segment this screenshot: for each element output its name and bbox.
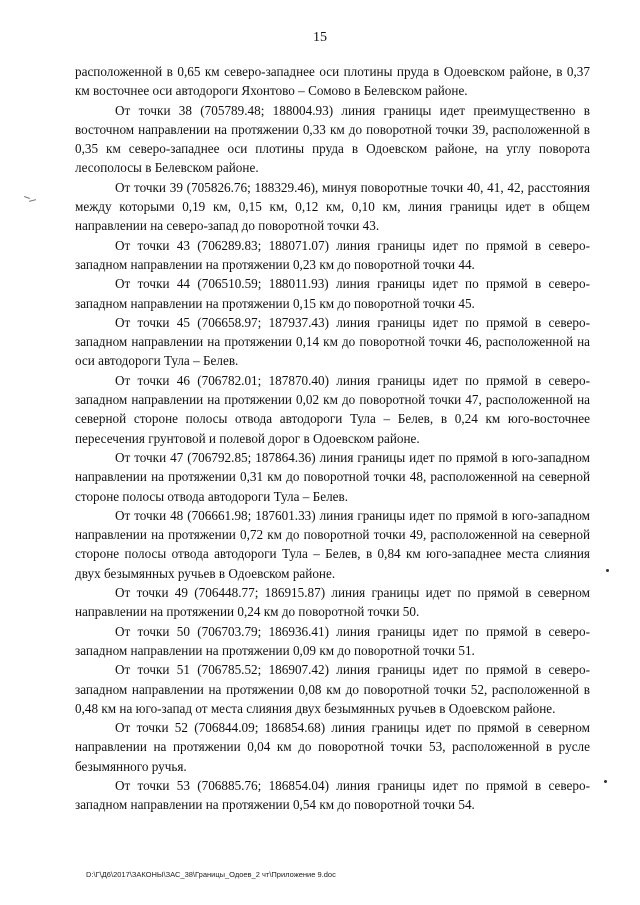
paragraph: От точки 47 (706792.85; 187864.36) линия границы идет по прямой в юго-западном направлении на протяжении 0,31 км до поворотной точки 48, расположенной на северной стороне полосы отвода автодороги Тула – Белев.	[75, 449, 590, 504]
document-body	[75, 62, 590, 815]
paragraph: От точки 39 (705826.76; 188329.46), минуя поворотные точки 40, 41, 42, расстояния между которыми 0,19 км, 0,15 км, 0,12 км, 0,10 км, линия границы идет в общем направлении на северо-запад до поворотной точки 43.	[75, 179, 590, 234]
file-path-footer: D:\Г\Д6\2017\ЗАКОНЫ\ЗАС_38\Границы_Одоев_2 чт\Приложение 9.doc	[86, 870, 336, 879]
page-number: 15	[313, 30, 327, 45]
paragraph: От точки 45 (706658.97; 187937.43) линия границы идет по прямой в северо-западном направлении на протяжении 0,14 км до поворотной точки 46, расположенной на оси автодороги Тула – Белев.	[75, 314, 590, 369]
paragraph: От точки 43 (706289.83; 188071.07) линия границы идет по прямой в северо-западном направлении на протяжении 0,23 км до поворотной точки 44.	[75, 237, 590, 272]
paragraph: От точки 46 (706782.01; 187870.40) линия границы идет по прямой в северо-западном направлении на протяжении 0,02 км до поворотной точки 47, расположенной на северной стороне полосы отвода автодороги Тула – Белев, в 0,24 км юго-восточнее пересечения грунтовой и полевой дорог в Одоевском районе.	[75, 372, 590, 446]
paragraph: От точки 48 (706661.98; 187601.33) линия границы идет по прямой в юго-западном направлении на протяжении 0,72 км до поворотной точки 49, расположенной на северной стороне полосы отвода автодороги Тула – Белев, в 0,84 км юго-западнее места слияния двух безымянных ручьев в Одоевском районе.	[75, 507, 590, 581]
paragraph: От точки 44 (706510.59; 188011.93) линия границы идет по прямой в северо-западном направлении на протяжении 0,15 км до поворотной точки 45.	[75, 276, 590, 311]
paragraph: От точки 49 (706448.77; 186915.87) линия границы идет по прямой в северном направлении на протяжении 0,24 км до поворотной точки 50.	[75, 585, 590, 620]
margin-scribble	[24, 196, 36, 202]
paragraph: От точки 52 (706844.09; 186854.68) линия границы идет по прямой в северном направлении на протяжении 0,04 км до поворотной точки 53, расположенной в русле безымянного ручья.	[75, 720, 590, 774]
scan-speck	[606, 569, 609, 572]
paragraph: От точки 53 (706885.76; 186854.04) линия границы идет по прямой в северо-западном направлении на протяжении 0,54 км до поворотной точки 54.	[75, 777, 590, 813]
paragraph: От точки 50 (706703.79; 186936.41) линия границы идет по прямой в северо-западном направлении на протяжении 0,09 км до поворотной точки 51.	[75, 623, 590, 658]
paragraph: От точки 38 (705789.48; 188004.93) линия границы идет преимущественно в восточном направлении на протяжении 0,33 км до поворотной точки 39, расположенной в 0,35 км северо-западнее оси плотины пруда в Одоевском районе, на углу поворота лесополосы в Белевском районе.	[75, 102, 590, 176]
paragraph: расположенной в 0,65 км северо-западнее оси плотины пруда в Одоевском районе, в 0,37 км восточнее оси автодороги Яхонтово – Сомово в Белевском районе.	[75, 64, 590, 99]
paragraph: От точки 51 (706785.52; 186907.42) линия границы идет по прямой в северо-западном направлении на протяжении 0,08 км до поворотной точки 52, расположенной в 0,48 км на юго-запад от места слияния двух безымянных ручьев в Одоевском районе.	[75, 662, 590, 716]
scan-speck	[604, 780, 607, 783]
